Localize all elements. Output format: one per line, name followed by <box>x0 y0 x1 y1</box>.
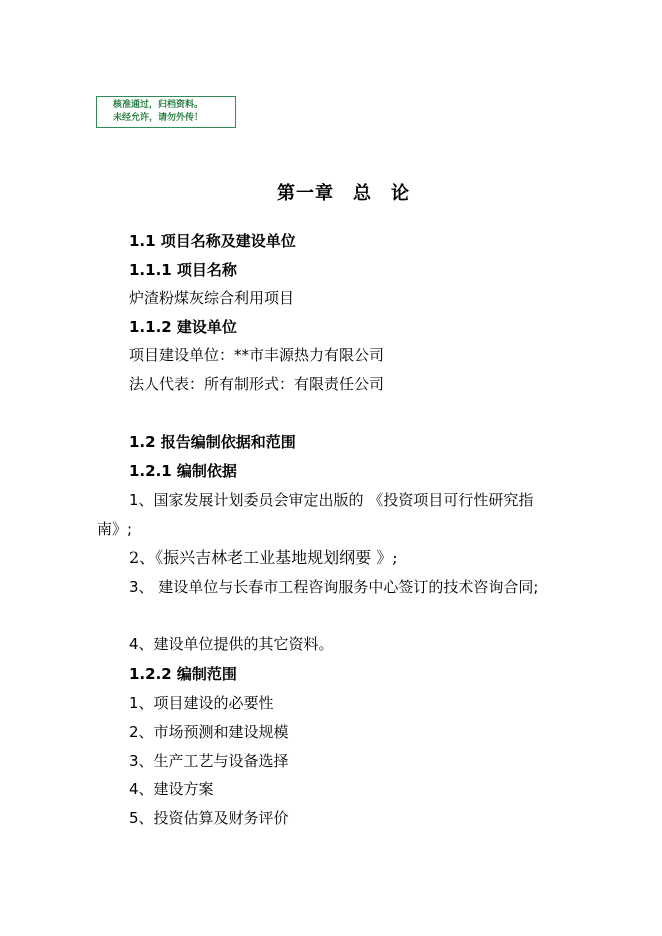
basis-item-1-continued: 南》; <box>97 520 133 538</box>
section-1-1-1-heading: 1.1.1 项目名称 <box>129 261 237 279</box>
section-1-2-heading: 1.2 报告编制依据和范围 <box>129 433 296 451</box>
scope-item-2: 2、市场预测和建设规模 <box>129 723 289 741</box>
stamp-line-1: 核准通过，归档资料。 <box>113 100 204 110</box>
basis-item-1: 1、国家发展计划委员会审定出版的 《投资项目可行性研究指 <box>129 491 534 509</box>
basis-item-4: 4、建设单位提供的其它资料。 <box>129 635 334 653</box>
stamp-line-2: 未经允许，请勿外传！ <box>113 113 204 123</box>
scope-item-1: 1、项目建设的必要性 <box>129 694 274 712</box>
chapter-title: 第一章 总 论 <box>277 183 410 204</box>
scope-item-5: 5、投资估算及财务评价 <box>129 809 289 827</box>
construction-unit-text: 项目建设单位：**市丰源热力有限公司 <box>129 346 385 364</box>
basis-item-2: 2、《振兴吉林老工业基地规划纲要 》; <box>129 548 398 567</box>
project-name-text: 炉渣粉煤灰综合利用项目 <box>129 289 295 307</box>
section-1-2-1-heading: 1.2.1 编制依据 <box>129 462 237 480</box>
section-1-2-2-heading: 1.2.2 编制范围 <box>129 665 237 683</box>
approval-stamp <box>96 96 236 128</box>
basis-item-3: 3、 建设单位与长春市工程咨询服务中心签订的技术咨询合同; <box>129 578 539 596</box>
section-1-1-2-heading: 1.1.2 建设单位 <box>129 318 237 336</box>
scope-item-4: 4、建设方案 <box>129 780 214 798</box>
legal-representative-text: 法人代表：所有制形式：有限责任公司 <box>129 375 385 393</box>
section-1-1-heading: 1.1 项目名称及建设单位 <box>129 232 296 250</box>
scope-item-3: 3、生产工艺与设备选择 <box>129 752 289 770</box>
